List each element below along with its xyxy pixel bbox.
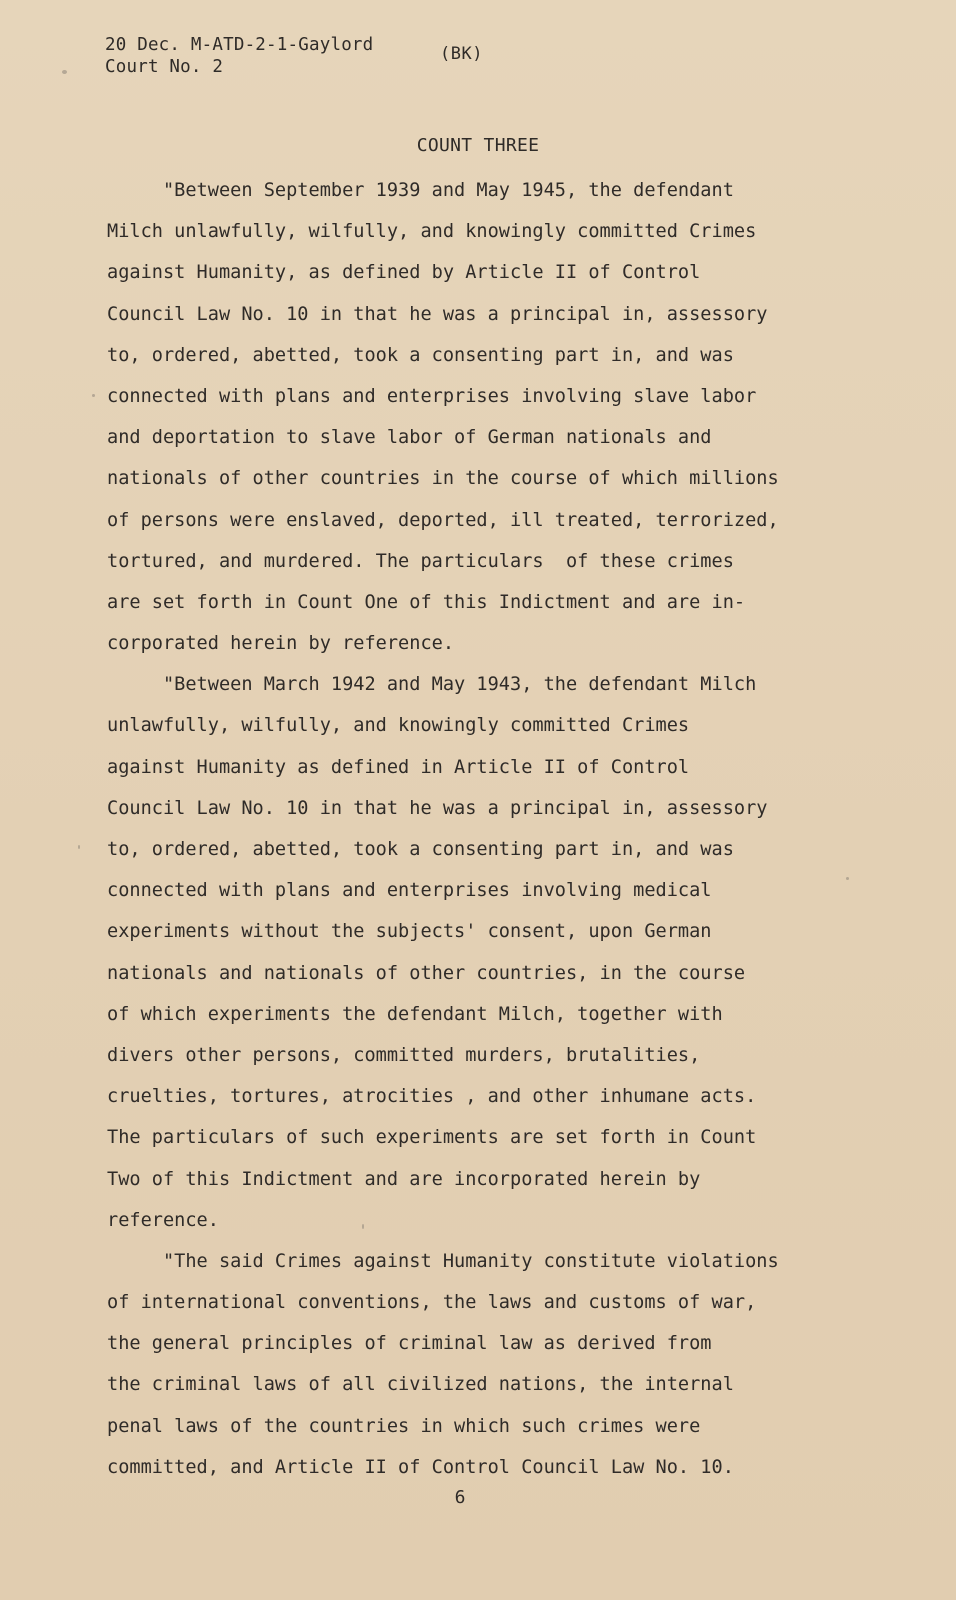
header-block — [105, 34, 373, 78]
header-reference: 20 Dec. M-ATD-2-1-Gaylord — [105, 35, 374, 55]
paper-speck — [362, 1224, 364, 1229]
text-line: reference. — [107, 1209, 219, 1231]
text-line: Milch unlawfully, wilfully, and knowingly committed Crimes — [107, 221, 757, 243]
text-line: of persons were enslaved, deported, ill treated, terrorized, — [107, 509, 779, 531]
text-line: penal laws of the countries in which such crimes were — [107, 1415, 701, 1437]
text-line: of which experiments the defendant Milch, together with — [107, 1003, 723, 1025]
text-line: to, ordered, abetted, took a consenting part in, and was — [107, 839, 734, 860]
text-line: unlawfully, wilfully, and knowingly committed Crimes — [107, 715, 690, 737]
text-line: cruelties, tortures, atrocities , and other inhumane acts. — [107, 1086, 757, 1108]
text-line: corporated herein by reference. — [107, 633, 455, 655]
text-line: the general principles of criminal law as derived from — [107, 1333, 712, 1355]
text-line: connected with plans and enterprises involving medical — [107, 880, 712, 902]
header-court: Court No. 2 — [105, 57, 224, 77]
page-number: 6 — [454, 1487, 466, 1508]
text-line: nationals and nationals of other countries, in the course — [107, 962, 746, 984]
paper-speck — [78, 845, 80, 849]
text-line: are set forth in Count One of this Indictment and are in- — [107, 591, 746, 613]
text-line: Two of this Indictment and are incorporated herein by — [107, 1168, 701, 1190]
text-line: "Between September 1939 and May 1945, the defendant — [107, 180, 734, 201]
text-line: against Humanity as defined in Article II of Control — [107, 756, 690, 778]
paper-speck — [846, 877, 849, 880]
paper-speck — [62, 70, 67, 74]
text-line: divers other persons, committed murders, brutalities, — [107, 1044, 701, 1066]
text-line: and deportation to slave labor of German nationals and — [107, 427, 712, 449]
section-title: COUNT THREE — [416, 135, 540, 156]
text-line: against Humanity, as defined by Article II of Control — [107, 262, 701, 284]
text-line: nationals of other countries in the course of which millions — [107, 468, 779, 490]
text-line: "The said Crimes against Humanity constitute violations — [107, 1250, 779, 1272]
text-line: tortured, and murdered. The particulars of these crimes — [107, 550, 734, 572]
text-line: Council Law No. 10 in that he was a principal in, assessory — [107, 303, 768, 325]
paper-speck — [92, 394, 95, 397]
text-line: committed, and Article II of Control Council Law No. 10. — [107, 1456, 734, 1478]
text-line: to, ordered, abetted, took a consenting part in, and was — [107, 344, 734, 366]
text-line: of international conventions, the laws and customs of war, — [107, 1292, 757, 1314]
text-line: connected with plans and enterprises involving slave labor — [107, 385, 757, 407]
body-text — [107, 170, 877, 1488]
typist-initials: (BK) — [440, 44, 483, 64]
text-line: "Between March 1942 and May 1943, the defendant Milch — [107, 674, 757, 696]
text-line: the criminal laws of all civilized nations, the internal — [107, 1374, 734, 1396]
text-line: experiments without the subjects' consent, upon German — [107, 921, 712, 943]
text-line: Council Law No. 10 in that he was a principal in, assessory — [107, 797, 768, 819]
text-line: The particulars of such experiments are set forth in Count — [107, 1127, 757, 1149]
